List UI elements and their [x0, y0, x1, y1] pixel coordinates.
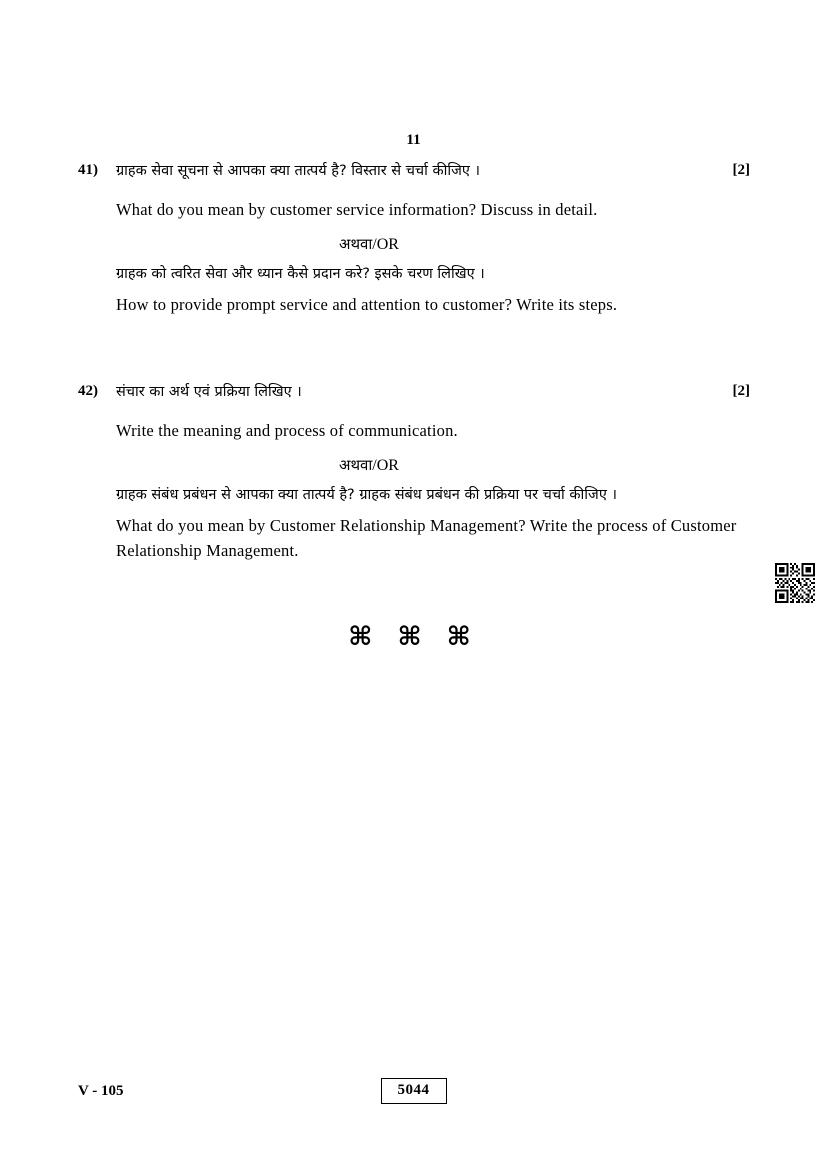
paper-code-footer: V - 105: [78, 1083, 124, 1099]
question-42-alt-hindi-text: ग्राहक संबंध प्रबंधन से आपका क्या तात्पर्य है? ग्राहक संबंध प्रबंधन की प्रक्रिया पर चर्चा कीजिए ।: [116, 486, 617, 503]
qr-code-icon: [775, 563, 815, 603]
question-41-number: 41): [78, 162, 98, 178]
question-42-or-label: [78, 455, 660, 475]
question-41-marks: [2]: [732, 162, 750, 178]
question-42-number: 42): [78, 383, 98, 399]
question-41-heading: [78, 162, 750, 184]
or-label-hindi: अथवा: [339, 455, 373, 474]
question-42: [78, 383, 750, 564]
question-41-alt-english-text: How to provide prompt service and attention to customer? Write its steps.: [116, 295, 618, 315]
or-label-hindi: अथवा: [339, 234, 373, 253]
question-41: [78, 162, 750, 318]
question-42-hindi-text: संचार का अर्थ एवं प्रक्रिया लिखिए ।: [116, 384, 302, 400]
question-41-alt-hindi-text: ग्राहक को त्वरित सेवा और ध्यान कैसे प्रदान करे? इसके चरण लिखिए ।: [116, 265, 485, 282]
question-42-english-text: Write the meaning and process of communication.: [116, 421, 458, 440]
question-41-or-label: [78, 234, 660, 254]
question-42-heading: [78, 383, 750, 405]
question-42-alt-english-text: What do you mean by Customer Relationship Management? Write the process of Customer Relationship Management.: [116, 516, 737, 561]
page-number: 11: [406, 132, 421, 148]
or-label-english: /OR: [372, 235, 399, 253]
footer-code-box: 5044: [381, 1078, 447, 1104]
or-label-english: /OR: [372, 456, 399, 474]
end-of-paper-mark: ⌘ ⌘ ⌘: [348, 622, 479, 652]
question-42-marks: [2]: [732, 383, 750, 399]
question-41-english-text: What do you mean by customer service information? Discuss in detail.: [116, 200, 598, 219]
question-41-hindi-text: ग्राहक सेवा सूचना से आपका क्या तात्पर्य है? विस्तार से चर्चा कीजिए ।: [116, 163, 481, 179]
footer-code-container: [0, 1078, 827, 1104]
